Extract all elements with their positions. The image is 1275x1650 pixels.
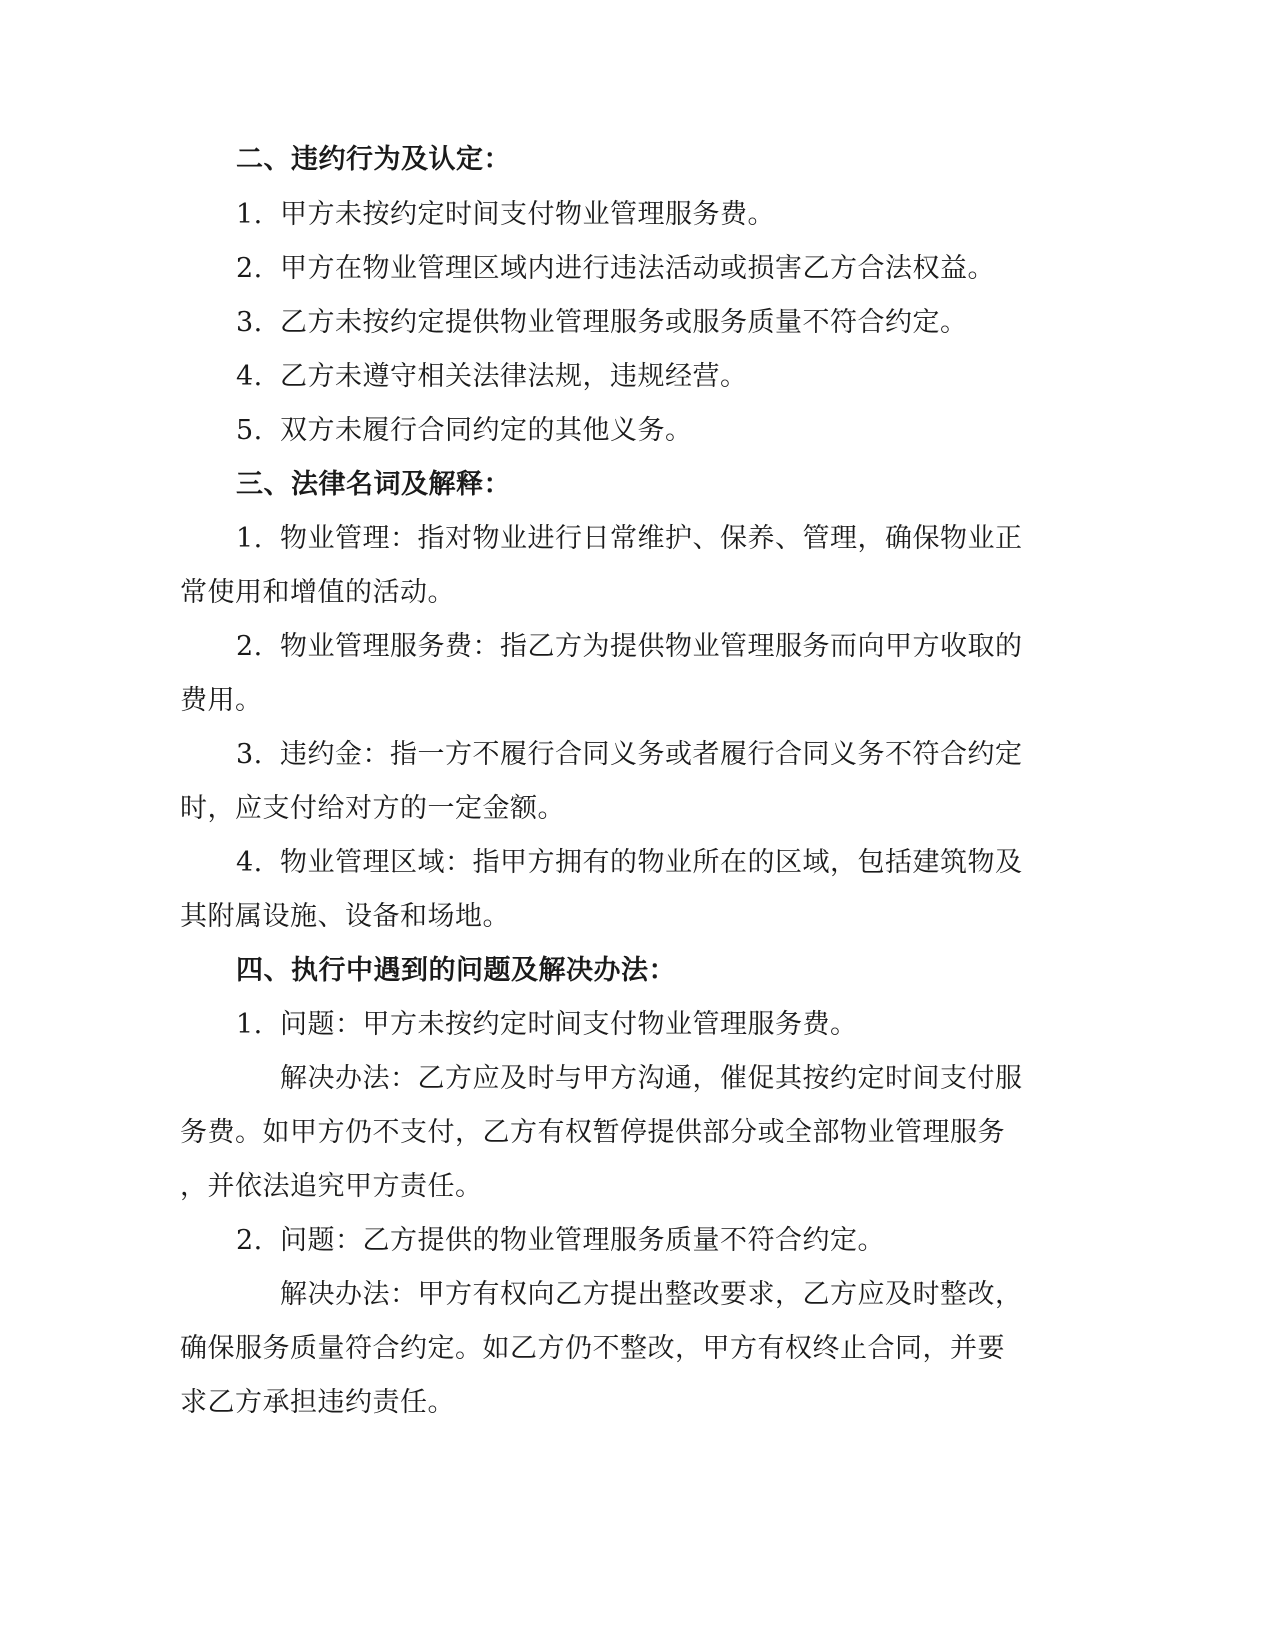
- solution-text: 解决办法：甲方有权向乙方提出整改要求，乙方应及时整改，: [280, 1279, 1023, 1310]
- definition-item: [236, 629, 1023, 665]
- item-number: 5.: [236, 415, 263, 446]
- problem-item: [236, 1007, 858, 1043]
- item-text: 物业管理：指对物业进行日常维护、保养、管理，确保物业正: [280, 523, 1023, 554]
- item-number: 2.: [236, 253, 263, 284]
- problem-item: [236, 1223, 885, 1259]
- item-text: 甲方在物业管理区域内进行违法活动或损害乙方合法权益。: [280, 253, 995, 284]
- item-text: 乙方未遵守相关法律法规，违规经营。: [280, 361, 748, 392]
- problem-text: 问题：甲方未按约定时间支付物业管理服务费。: [280, 1009, 858, 1040]
- definition-item: [236, 521, 1023, 557]
- item-continuation: 费用。: [180, 685, 263, 716]
- item-number: 3.: [236, 739, 263, 770]
- item-number: 3.: [236, 307, 263, 338]
- definition-item: [236, 737, 1023, 773]
- list-item: [236, 413, 693, 449]
- item-continuation: 其附属设施、设备和场地。: [180, 901, 510, 932]
- item-continuation: 常使用和增值的活动。: [180, 577, 455, 608]
- item-text: 双方未履行合同约定的其他义务。: [280, 415, 693, 446]
- list-item: [236, 197, 775, 233]
- item-text: 违约金：指一方不履行合同义务或者履行合同义务不符合约定: [280, 739, 1023, 770]
- item-number: 4.: [236, 361, 263, 392]
- item-text: 甲方未按约定时间支付物业管理服务费。: [280, 199, 775, 230]
- item-number: 4.: [236, 847, 263, 878]
- item-number: 1.: [236, 199, 263, 230]
- solution-continuation: 务费。如甲方仍不支付，乙方有权暂停提供部分或全部物业管理服务: [180, 1117, 1005, 1148]
- solution-continuation: 确保服务质量符合约定。如乙方仍不整改，甲方有权终止合同，并要: [180, 1333, 1005, 1364]
- item-number: 2.: [236, 631, 263, 662]
- item-text: 物业管理服务费：指乙方为提供物业管理服务而向甲方收取的: [280, 631, 1023, 662]
- list-item: [236, 251, 995, 287]
- solution-text: 解决办法：乙方应及时与甲方沟通，催促其按约定时间支付服: [280, 1063, 1023, 1094]
- item-number: 1.: [236, 1009, 263, 1040]
- item-number: 1.: [236, 523, 263, 554]
- section-heading: 四、执行中遇到的问题及解决办法：: [236, 955, 676, 986]
- solution-continuation: 求乙方承担违约责任。: [180, 1387, 455, 1418]
- problem-text: 问题：乙方提供的物业管理服务质量不符合约定。: [280, 1225, 885, 1256]
- definition-item: [236, 845, 1023, 881]
- item-text: 乙方未按约定提供物业管理服务或服务质量不符合约定。: [280, 307, 968, 338]
- solution-continuation: ，并依法追究甲方责任。: [180, 1171, 483, 1202]
- list-item: [236, 305, 968, 341]
- list-item: [236, 359, 748, 395]
- item-text: 物业管理区域：指甲方拥有的物业所在的区域，包括建筑物及: [280, 847, 1023, 878]
- section-heading: 三、法律名词及解释：: [236, 469, 511, 500]
- item-number: 2.: [236, 1225, 263, 1256]
- item-continuation: 时，应支付给对方的一定金额。: [180, 793, 565, 824]
- section-heading: 二、违约行为及认定：: [236, 144, 511, 175]
